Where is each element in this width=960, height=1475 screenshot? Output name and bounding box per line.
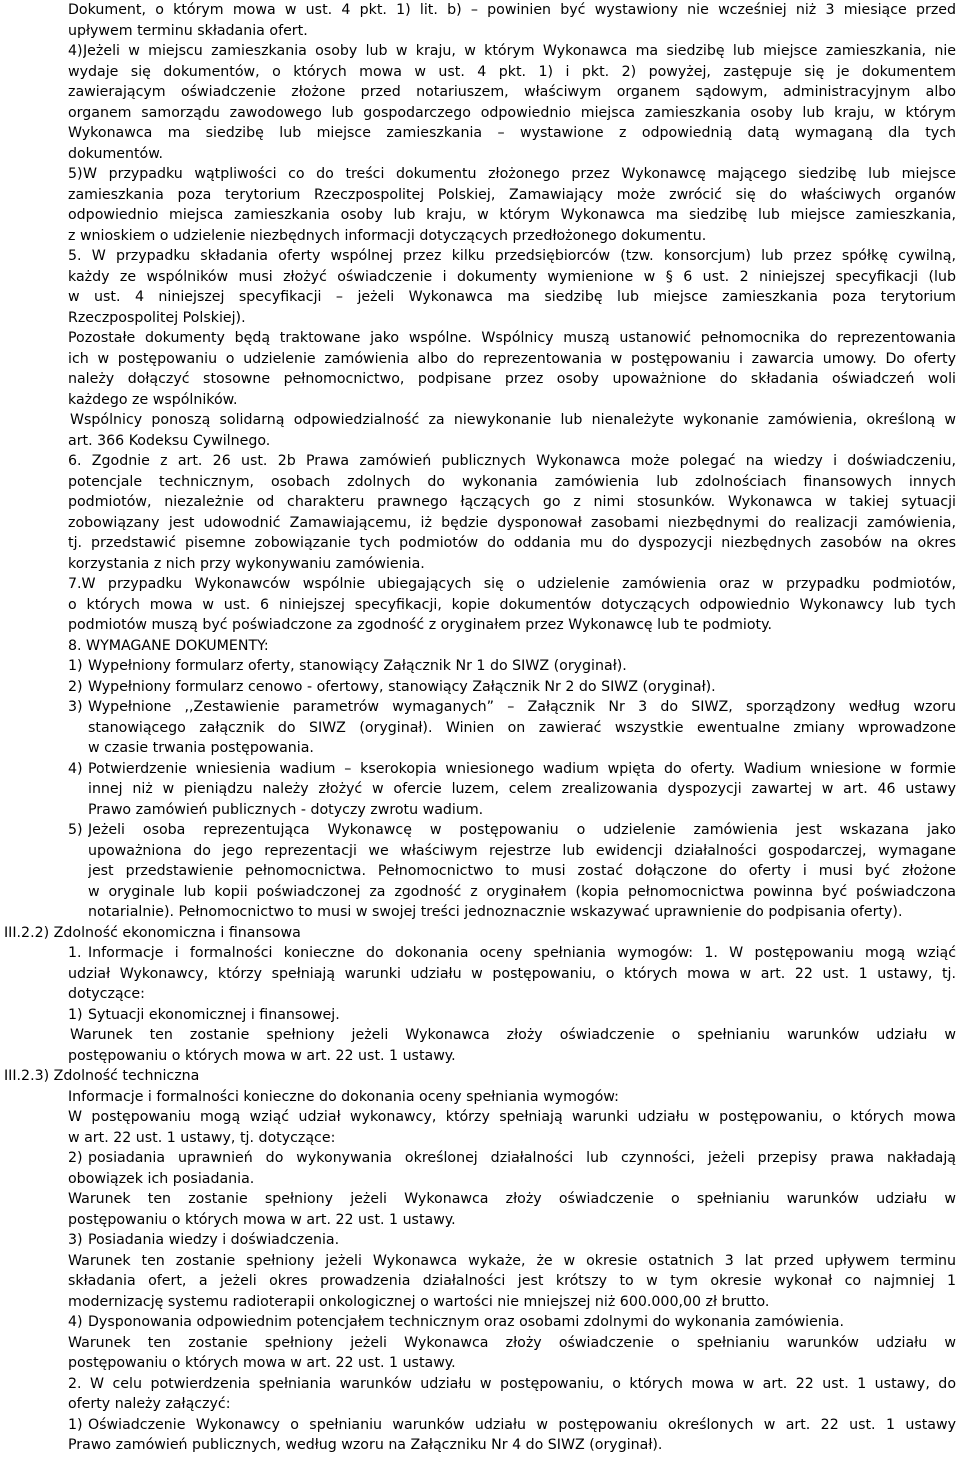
text-line <box>0 738 960 760</box>
text-line <box>0 1087 960 1109</box>
line-text: art. 366 Kodeksu Cywilnego. <box>68 432 271 449</box>
text-line <box>0 636 960 658</box>
text-line <box>0 1066 960 1088</box>
text-line <box>0 205 960 227</box>
line-text: oferty należy załączyć: <box>68 1396 231 1412</box>
line-text: Potwierdzenie wniesienia wadium – kserokopia wniesionego wadium wpięta do oferty. Wadium wniesione w formie <box>88 760 956 777</box>
text-line <box>0 308 960 330</box>
line-text: upoważniona do jego reprezentacji we właściwym rejestrze lub ewidencji działalności gospodarczej, wymagane <box>88 842 956 859</box>
line-text: Prawo zamówień publicznych - dotyczy zwrotu wadium. <box>88 801 484 818</box>
line-text: 5. W przypadku składania oferty wspólnej przez kilku przedsiębiorców (tzw. konsorcjum) lub przez spółkę cywilną, <box>68 248 956 264</box>
line-text: Wspólnicy ponoszą solidarną odpowiedzialność za niewykonanie lub nienależyte wykonanie zamówienia, określoną w <box>70 412 956 428</box>
text-line <box>0 841 960 863</box>
text-line <box>0 964 960 986</box>
text-line <box>0 492 960 514</box>
list-marker: 2) <box>68 678 83 695</box>
text-line <box>0 267 960 289</box>
line-text: zobowiązany jest udowodnić Zamawiającemu, iż będzie dysponował zasobami niezbędnymi do realizacji zamówienia, <box>68 514 956 531</box>
text-line <box>0 595 960 617</box>
line-text: Dokument, o którym mowa w ust. 4 pkt. 1) lit. b) – powinien być wystawiony nie wcześniej niż 3 miesiące przed <box>68 2 956 18</box>
text-line <box>0 41 960 63</box>
text-line <box>0 472 960 494</box>
list-marker: 5) <box>68 166 83 182</box>
list-marker: 3) <box>68 1232 83 1248</box>
line-text: podmiotów muszą być poświadczone za zgodność z oryginałem przez Wykonawcę lub te podmioty. <box>68 617 772 633</box>
line-text: każdy ze wspólników musi złożyć oświadczenie i dokumenty wymienione w § 6 ust. 2 niniejszej specyfikacji (lub <box>68 268 956 285</box>
line-text: Sytuacji ekonomicznej i finansowej. <box>88 1006 340 1023</box>
line-text: odpowiednio miejsca zamieszkania osoby lub kraju, w którym Wykonawca ma siedzibę lub miejsce zamieszkania, <box>68 207 956 223</box>
line-text: Wykonawca ma siedzibę lub miejsce zamieszkania – wystawione z odpowiednią datą wymaganą dla tych <box>68 125 956 141</box>
line-text: ich w postępowaniu o udzielenie zamówienia albo do reprezentowania w postępowaniu i zawarcia umowy. Do oferty <box>68 350 956 367</box>
text-line <box>0 1415 960 1437</box>
line-text: Jeżeli w miejscu zamieszkania osoby lub w kraju, w którym Wykonawca ma siedzibę lub miejsce zamieszkania, nie <box>83 43 956 59</box>
line-text: Wypełniony formularz oferty, stanowiący Załącznik Nr 1 do SIWZ (oryginał). <box>88 658 627 674</box>
text-line <box>0 779 960 801</box>
line-text: modernizację systemu radioterapii onkologicznej o wartości nie mniejszej niż 600.000,00 zł brutto. <box>68 1293 770 1310</box>
text-line <box>0 1230 960 1252</box>
text-line <box>0 82 960 104</box>
text-line <box>0 574 960 596</box>
line-text: III.2.2) Zdolność ekonomiczna i finansowa <box>4 924 301 941</box>
line-text: wydaje się dokumentów, o których mowa w ust. 4 pkt. 1) i pkt. 2) powyżej, zastępuje się je dokumentem <box>68 63 956 80</box>
text-line <box>0 144 960 166</box>
line-text: 2. W celu potwierdzenia spełniania warunków udziału w postępowaniu, o których mowa w art. 22 ust. 1 ustawy, do <box>68 1375 956 1392</box>
text-line <box>0 656 960 678</box>
list-marker: 4) <box>68 760 83 777</box>
text-line <box>0 1251 960 1273</box>
text-line <box>0 1189 960 1211</box>
line-text: innej niż w pieniądzu należy złożyć w ofercie luzem, celem zrealizowania dyspozycji zawartej w art. 46 ustawy <box>88 781 956 797</box>
line-text: stanowiącego załącznik do SIWZ (oryginał). Winien on zawierać wszystkie ewentualne zmiany wprowadzone <box>88 719 956 736</box>
line-text: udział Wykonawcy, którzy spełniają warunki udziału w postępowaniu, o których mowa w art. 22 ust. 1 ustawy, tj. <box>68 965 956 982</box>
line-text: potencjale technicznym, osobach zdolnych do wykonania zamówienia lub zdolnościach finansowych innych <box>68 473 956 490</box>
list-marker: 1) <box>68 1416 83 1433</box>
line-text: zamieszkania poza terytorium Rzeczpospolitej Polskiej, Zamawiający może zwrócić się do właściwych organów <box>68 186 956 203</box>
text-line <box>0 697 960 719</box>
line-text: korzystania z nich przy wykonywaniu zamówienia. <box>68 555 425 572</box>
line-text: Warunek ten zostanie spełniony jeżeli Wykonawca wykaże, że w okresie ostatnich 3 lat przed upływem terminu <box>68 1252 956 1269</box>
line-text: posiadania uprawnień do wykonywania określonej działalności lub czynności, jeżeli przepisy prawa nakładają <box>88 1150 956 1166</box>
line-text: notarialnie). Pełnomocnictwo to musi w swojej treści jednoznacznie wskazywać uprawnienie do podpisania oferty). <box>88 904 903 920</box>
line-text: Informacje i formalności konieczne do dokonania oceny spełniania wymogów: <box>68 1088 619 1105</box>
text-line <box>0 451 960 473</box>
line-text: 6. Zgodnie z art. 26 ust. 2b Prawa zamówień publicznych Wykonawca może polegać na wiedzy i doświadczeniu, <box>68 453 956 469</box>
text-line <box>0 103 960 125</box>
text-line <box>0 1271 960 1293</box>
line-text: Posiadania wiedzy i doświadczenia. <box>88 1232 340 1248</box>
line-text: postępowaniu o których mowa w art. 22 ust. 1 ustawy. <box>68 1047 456 1064</box>
text-line <box>0 533 960 555</box>
text-line <box>0 1046 960 1068</box>
line-text: Wypełniony formularz cenowo - ofertowy, stanowiący Załącznik Nr 2 do SIWZ (oryginał). <box>88 678 716 695</box>
text-line <box>0 1128 960 1150</box>
line-text: Dysponowania odpowiednim potencjałem technicznym oraz osobami zdolnymi do wykonania zamówienia. <box>88 1314 844 1330</box>
list-marker: 3) <box>68 699 83 715</box>
text-line <box>0 328 960 350</box>
text-line <box>0 123 960 145</box>
line-text: upływem terminu składania ofert. <box>68 22 308 39</box>
text-line <box>0 902 960 924</box>
line-text: z wnioskiem o udzielenie niezbędnych informacji dotyczących przedłożonego dokumentu. <box>68 227 707 244</box>
text-line <box>0 677 960 699</box>
text-line <box>0 0 960 22</box>
line-text: należy dołączyć stosowne pełnomocnictwo, podpisane przez osoby upoważnione do składania oświadczeń woli <box>68 371 956 387</box>
line-text: każdego ze wspólników. <box>68 391 238 408</box>
line-text: Prawo zamówień publicznych, według wzoru na Załączniku Nr 4 do SIWZ (oryginał). <box>68 1437 663 1453</box>
text-line <box>0 554 960 576</box>
text-line <box>0 861 960 883</box>
line-text: o których mowa w ust. 6 niniejszej specyfikacji, kopie dokumentów dotyczących odpowiednio Wykonawcy lub tych <box>68 596 956 613</box>
text-line <box>0 185 960 207</box>
line-text: W postępowaniu mogą wziąć udział wykonawcy, którzy spełniają warunki udziału w postępowaniu, o których mowa <box>68 1109 956 1125</box>
text-line <box>0 1005 960 1027</box>
line-text: postępowaniu o których mowa w art. 22 ust. 1 ustawy. <box>68 1211 456 1228</box>
text-line <box>0 615 960 637</box>
line-text: zawierającym oświadczenie złożone przed notariuszem, właściwym organem sądowym, administracyjnym albo <box>68 84 956 100</box>
line-text: w ust. 4 niniejszej specyfikacji – jeżeli Wykonawca ma siedzibę lub miejsce zamieszkania poza terytorium <box>68 289 956 305</box>
line-text: w oryginale lub kopii poświadczonej za zgodność z oryginałem (kopia pełnomocnictwa powinna być poświadczona <box>88 883 956 900</box>
line-text: jest przedstawienie pełnomocnictwa. Pełnomocnictwo to musi zostać dołączone do oferty i musi być złożone <box>88 863 956 879</box>
list-marker: 1) <box>68 658 83 674</box>
text-line <box>0 410 960 432</box>
text-line <box>0 1374 960 1396</box>
line-text: Oświadczenie Wykonawcy o spełnianiu warunków udziału w postępowaniu określonych w art. 22 ust. 1 ustawy <box>88 1416 956 1433</box>
text-line <box>0 164 960 186</box>
text-line <box>0 513 960 535</box>
text-line <box>0 1435 960 1457</box>
line-text: Warunek ten zostanie spełniony jeżeli Wykonawca złoży oświadczenie o spełnianiu warunków udziału w <box>68 1334 956 1351</box>
line-text: w art. 22 ust. 1 ustawy, tj. dotyczące: <box>68 1129 336 1146</box>
line-text: Warunek ten zostanie spełniony jeżeli Wykonawca złoży oświadczenie o spełnianiu warunków udziału w <box>68 1191 956 1207</box>
line-text: W przypadku wątpliwości co do treści dokumentu złożonego przez Wykonawcę mającego siedzibę lub miejsce <box>83 166 956 182</box>
text-line <box>0 1169 960 1191</box>
text-line <box>0 21 960 43</box>
text-line <box>0 62 960 84</box>
list-marker: 4) <box>68 1314 83 1330</box>
line-text: obowiązek ich posiadania. <box>68 1170 255 1187</box>
line-text: Pozostałe dokumenty będą traktowane jako wspólne. Wspólnicy muszą ustanowić pełnomocnika do reprezentowania <box>68 330 956 346</box>
list-marker: 5) <box>68 822 83 838</box>
list-marker: 2) <box>68 1150 83 1166</box>
text-line <box>0 943 960 965</box>
line-text: postępowaniu o których mowa w art. 22 ust. 1 ustawy. <box>68 1355 456 1371</box>
line-text: 7.W przypadku Wykonawców wspólnie ubiegających się o udzielenie zamówienia oraz w przypadku podmiotów, <box>68 576 956 592</box>
text-line <box>0 1353 960 1375</box>
text-line <box>0 1312 960 1334</box>
list-marker: 4) <box>68 43 83 59</box>
text-line <box>0 923 960 945</box>
text-line <box>0 390 960 412</box>
line-text: tj. przedstawić pisemne zobowiązanie tych podmiotów do oddania mu do dyspozycji niezbędnych zasobów na okres <box>68 535 956 551</box>
text-line <box>0 882 960 904</box>
text-line <box>0 820 960 842</box>
line-text: Rzeczpospolitej Polskiej). <box>68 309 246 326</box>
text-line <box>0 718 960 740</box>
line-text: 8. WYMAGANE DOKUMENTY: <box>68 637 269 654</box>
text-line <box>0 1394 960 1416</box>
line-text: dokumentów. <box>68 145 164 162</box>
text-line <box>0 1025 960 1047</box>
text-line <box>0 431 960 453</box>
line-text: organem samorządu zawodowego lub gospodarczego odpowiednio miejsca zamieszkania osoby lub kraju, w którym <box>68 104 956 121</box>
text-line <box>0 349 960 371</box>
text-line <box>0 1148 960 1170</box>
text-line <box>0 287 960 309</box>
line-text: Informacje i formalności konieczne do dokonania oceny spełniania wymogów: 1. W postępowaniu mogą wziąć <box>88 945 956 961</box>
text-line <box>0 759 960 781</box>
text-line <box>0 1210 960 1232</box>
line-text: podmiotów, niezależnie od charakteru prawnego łączących go z nimi stosunków. Wykonawca w takiej sytuacji <box>68 494 956 510</box>
line-text: III.2.3) Zdolność techniczna <box>4 1068 200 1084</box>
text-line <box>0 246 960 268</box>
text-line <box>0 800 960 822</box>
list-marker: 1) <box>68 1006 83 1023</box>
line-text: składania ofert, a jeżeli okres prowadzenia działalności jest krótszy to w tym okresie wykonał co najmniej 1 <box>68 1273 956 1289</box>
line-text: w czasie trwania postępowania. <box>88 740 314 756</box>
text-line <box>0 1292 960 1314</box>
text-line <box>0 369 960 391</box>
line-text: dotyczące: <box>68 986 145 1002</box>
line-text: Jeżeli osoba reprezentująca Wykonawcę w postępowaniu o udzielenie zamówienia jest wskazana jako <box>88 822 956 838</box>
text-line <box>0 1107 960 1129</box>
text-line <box>0 984 960 1006</box>
text-line <box>0 1333 960 1355</box>
line-text: Wypełnione ,,Zestawienie parametrów wymaganych” – Załącznik Nr 3 do SIWZ, sporządzony według wzoru <box>88 699 956 715</box>
list-marker: 1. <box>68 945 82 961</box>
line-text: Warunek ten zostanie spełniony jeżeli Wykonawca złoży oświadczenie o spełnianiu warunków udziału w <box>70 1027 956 1043</box>
text-line <box>0 226 960 248</box>
